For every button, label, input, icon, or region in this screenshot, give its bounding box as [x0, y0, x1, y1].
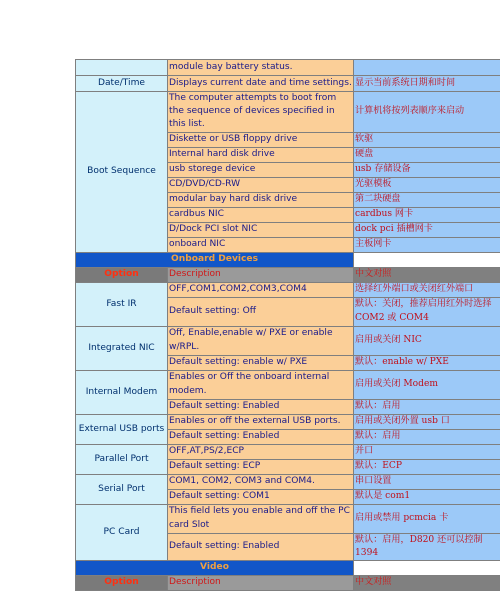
section-row-onboard [76, 252, 500, 267]
option-cell: External USB ports [76, 414, 168, 444]
description-cell: OFF,AT,PS/2,ECP [168, 444, 354, 459]
chinese-cell: 硬盘 [354, 147, 500, 162]
option-cell: Boot Sequence [76, 92, 168, 253]
table-row [76, 326, 500, 355]
chinese-cell: 计算机将按列表顺序来启动 [354, 92, 500, 133]
table-row [76, 92, 500, 133]
section-blank-cell [354, 252, 500, 267]
chinese-cell: 默认：enable w/ PXE [354, 355, 500, 370]
description-cell: module bay battery status. [168, 60, 354, 76]
chinese-cell: 显示当前系统日期和时间 [354, 76, 500, 92]
header-row [76, 267, 500, 282]
chinese-cell: 启用或关闭 NIC [354, 326, 500, 355]
description-cell: Displays current date and time settings. [168, 76, 354, 92]
description-cell: Off, Enable,enable w/ PXE or enable w/RPL. [168, 326, 354, 355]
option-header: Option [76, 576, 168, 591]
chinese-header: 中文对照 [354, 576, 500, 591]
description-cell: D/Dock PCI slot NIC [168, 222, 354, 237]
description-cell: modular bay hard disk drive [168, 192, 354, 207]
option-cell: Date/Time [76, 76, 168, 92]
description-cell: This field lets you enable and off the PC card Slot [168, 504, 354, 533]
description-cell: OFF,COM1,COM2,COM3,COM4 [168, 282, 354, 297]
option-cell: Serial Port [76, 474, 168, 504]
section-title: Onboard Devices [76, 252, 354, 267]
chinese-cell: 默认：启用 [354, 429, 500, 444]
chinese-cell: 启用或关闭外置 usb 口 [354, 414, 500, 429]
description-cell: CD/DVD/CD-RW [168, 177, 354, 192]
table-row [76, 76, 500, 92]
chinese-cell: 默认：启用，D820 还可以控制 1394 [354, 533, 500, 560]
option-cell: PC Card [76, 504, 168, 560]
chinese-cell: 串口设置 [354, 474, 500, 489]
section-title: Video [76, 561, 354, 576]
option-cell: Integrated NIC [76, 326, 168, 370]
chinese-cell: dock pci 插槽网卡 [354, 222, 500, 237]
chinese-cell: 第二块硬盘 [354, 192, 500, 207]
description-cell: Default setting: enable w/ PXE [168, 355, 354, 370]
chinese-cell: 软驱 [354, 132, 500, 147]
description-cell: Enables or Off the onboard internal modem. [168, 370, 354, 399]
chinese-cell [354, 60, 500, 76]
chinese-cell: 光驱模板 [354, 177, 500, 192]
section-row-video [76, 561, 500, 576]
description-cell: The computer attempts to boot from the sequence of devices specified in this list. [168, 92, 354, 133]
chinese-cell: 启用或关闭 Modem [354, 370, 500, 399]
chinese-cell: 默认：ECP [354, 459, 500, 474]
description-cell: cardbus NIC [168, 207, 354, 222]
option-cell [76, 60, 168, 76]
chinese-header: 中文对照 [354, 267, 500, 282]
description-cell: Default setting: Enabled [168, 399, 354, 414]
table-row [76, 474, 500, 489]
chinese-cell: 主板网卡 [354, 237, 500, 252]
chinese-cell: 选择红外端口或关闭红外端口 [354, 282, 500, 297]
description-cell: Default setting: Enabled [168, 533, 354, 560]
description-cell: Diskette or USB floppy drive [168, 132, 354, 147]
table-row [76, 444, 500, 459]
chinese-cell: 并口 [354, 444, 500, 459]
description-cell: COM1, COM2, COM3 and COM4. [168, 474, 354, 489]
chinese-cell: cardbus 网卡 [354, 207, 500, 222]
table-row [76, 414, 500, 429]
description-cell: Default setting: Enabled [168, 429, 354, 444]
table-row [76, 60, 500, 76]
section-blank-cell [354, 561, 500, 576]
chinese-cell: 默认：关闭，推荐启用红外时选择COM2 或 COM4 [354, 297, 500, 326]
table-row [76, 282, 500, 297]
description-cell: Default setting: ECP [168, 459, 354, 474]
description-header: Description [168, 576, 354, 591]
description-cell: onboard NIC [168, 237, 354, 252]
chinese-cell: 默认：启用 [354, 399, 500, 414]
header-row [76, 576, 500, 591]
table-row [76, 370, 500, 399]
option-cell: Internal Modem [76, 370, 168, 414]
chinese-cell: 默认是 com1 [354, 489, 500, 504]
description-cell: usb storege device [168, 162, 354, 177]
option-cell: Fast IR [76, 282, 168, 326]
bios-settings-table [75, 59, 500, 591]
description-cell: Default setting: COM1 [168, 489, 354, 504]
chinese-cell: 启用或禁用 pcmcia 卡 [354, 504, 500, 533]
description-cell: Internal hard disk drive [168, 147, 354, 162]
description-header: Description [168, 267, 354, 282]
option-cell: Parallel Port [76, 444, 168, 474]
table-row [76, 504, 500, 533]
description-cell: Default setting: Off [168, 297, 354, 326]
chinese-cell: usb 存储设备 [354, 162, 500, 177]
option-header: Option [76, 267, 168, 282]
description-cell: Enables or off the external USB ports. [168, 414, 354, 429]
